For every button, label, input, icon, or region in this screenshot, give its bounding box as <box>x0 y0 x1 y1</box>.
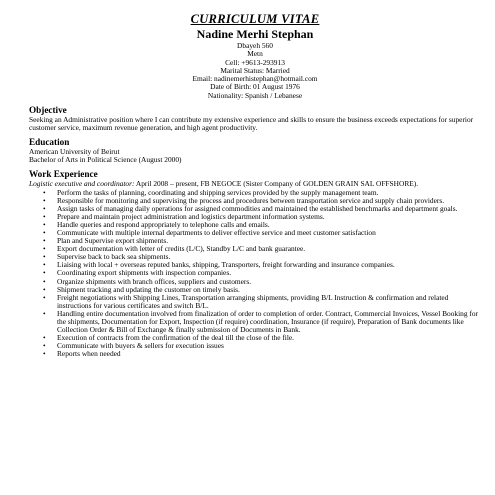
list-item: • Supervise back to back sea shipments. <box>57 253 481 261</box>
education-heading: Education <box>29 137 70 148</box>
job-role: Logistic executive and coordinator: <box>29 179 135 189</box>
list-item: • Freight negotiations with Shipping Lines, Transportation arranging shipments, providing B/L Instruction & confirmation and related instructions for various certificates and switch B/L. <box>57 294 481 310</box>
list-item: • Handling entire documentation involved from finalization of order to completion of order. Contract, Commercial Invoices, Vessel Booking for the shipments, Documentation for Export, Inspection (if require) coordination, Insurance (if require), Preparation of Bank documents like Collection Order & Bill of Exchange & finally submission of Documents in Bank. <box>57 310 481 334</box>
list-item: • Coordinating export shipments with inspection companies. <box>57 269 481 277</box>
contact-nationality: Nationality: Spanish / Lebanese <box>207 90 303 100</box>
contact-cell: Cell: +9613-293913 <box>225 57 285 67</box>
contact-address: Dbayeh 560 <box>237 41 273 50</box>
list-item: • Reports when needed <box>57 350 481 358</box>
education-degree: Bachelor of Arts in Political Science (August 2000) <box>29 155 182 165</box>
list-item: • Organize shipments with branch offices, suppliers and customers. <box>57 278 481 286</box>
list-item: • Handle queries and respond appropriately to telephone calls and emails. <box>57 221 481 229</box>
contact-block <box>29 42 481 100</box>
list-item: • Prepare and maintain project administration and logistics department information systems. <box>57 213 481 221</box>
list-item: • Communicate with multiple internal departments to deliver effective service and meet customer satisfaction <box>57 229 481 237</box>
objective-heading: Objective <box>29 105 67 116</box>
list-item: • Shipment tracking and updating the customer on timely basis. <box>57 286 481 294</box>
list-item: • Responsible for monitoring and supervising the process and procedures between transportation service and supply chain providers. <box>57 197 481 205</box>
list-item: • Communicate with buyers & sellers for execution issues <box>57 342 481 350</box>
list-item: • Plan and Supervise export shipments. <box>57 237 481 245</box>
job-detail: April 2008 – present, FB NEGOCE (Sister Company of GOLDEN GRAIN SAL OFFSHORE). <box>134 179 419 189</box>
contact-date-of-birth: Date of Birth: 01 August 1976 <box>210 82 300 92</box>
document-title: CURRICULUM VITAE <box>190 12 320 26</box>
contact-email: Email: nadinemerhistephan@hotmail.com <box>192 74 318 84</box>
list-item: • Perform the tasks of planning, coordinating and shipping services provided by the supply management team. <box>57 189 481 197</box>
contact-marital-status: Marital Status: Married <box>220 65 290 75</box>
education-university: American University of Beirut <box>29 147 120 157</box>
list-item: • Export documentation with letter of credits (L/C), Standby L/C and bank guarantee. <box>57 245 481 253</box>
duties-list <box>29 189 481 359</box>
objective-text: Seeking an Administrative position where I can contribute my extensive experience and skills to ensure the business exceeds expectations for superior customer service, maximum revenue generation, and high agent productivity. <box>29 115 474 133</box>
work-experience-heading: Work Experience <box>29 169 98 180</box>
list-item: • Execution of contracts from the confirmation of the deal till the close of the file. <box>57 334 481 342</box>
candidate-name: Nadine Merhi Stephan <box>196 27 314 41</box>
contact-region: Metn <box>247 49 263 59</box>
list-item: • Liaising with local + overseas reputed banks, shipping, Transporters, freight forwarding and insurance companies. <box>57 261 481 269</box>
list-item: • Assign tasks of managing daily operations for assigned commodities and maintained the established benchmarks and department goals. <box>57 205 481 213</box>
